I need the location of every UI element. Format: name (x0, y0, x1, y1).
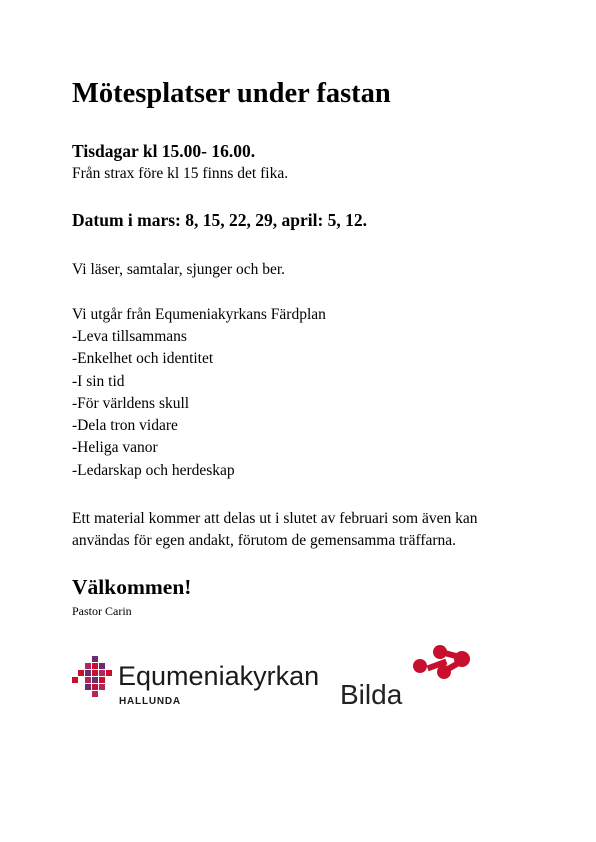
fika-note: Från strax före kl 15 finns det fika. (72, 165, 289, 182)
material-text-line2: användas för egen andakt, förutom de gemensamma träffarna. (72, 532, 457, 549)
list-intro: Vi utgår från Equmeniakyrkans Färdplan (72, 306, 326, 323)
time-heading: Tisdagar kl 15.00- 16.00. (72, 141, 256, 161)
equmenia-cross-icon (72, 656, 112, 697)
page-title: Mötesplatser under fastan (72, 78, 391, 109)
bilda-logo-icon (413, 645, 470, 679)
list-item: -Ledarskap och herdeskap (72, 461, 235, 479)
equmenia-logo-subtitle: HALLUNDA (119, 696, 181, 707)
material-text-line1: Ett material kommer att delas ut i slutet av februari som även kan (72, 510, 478, 527)
list-item: -Enkelhet och identitet (72, 350, 214, 368)
dates-heading: Datum i mars: 8, 15, 22, 29, april: 5, 12. (72, 210, 368, 230)
welcome-heading: Välkommen! (72, 575, 192, 599)
signature: Pastor Carin (72, 604, 132, 618)
activities-text: Vi läser, samtalar, sjunger och ber. (72, 261, 286, 278)
equmenia-logo-text: Equmeniakyrkan (118, 661, 320, 691)
logos-svg (72, 642, 492, 712)
list-item: -I sin tid (72, 372, 125, 390)
logo-strip (72, 642, 492, 712)
list-item: -Dela tron vidare (72, 417, 178, 435)
roadmap-list (72, 326, 235, 482)
list-item: -Heliga vanor (72, 439, 158, 457)
bilda-logo-text: Bilda (340, 679, 403, 710)
list-item: -Leva tillsammans (72, 328, 187, 345)
list-item: -För världens skull (72, 394, 190, 412)
